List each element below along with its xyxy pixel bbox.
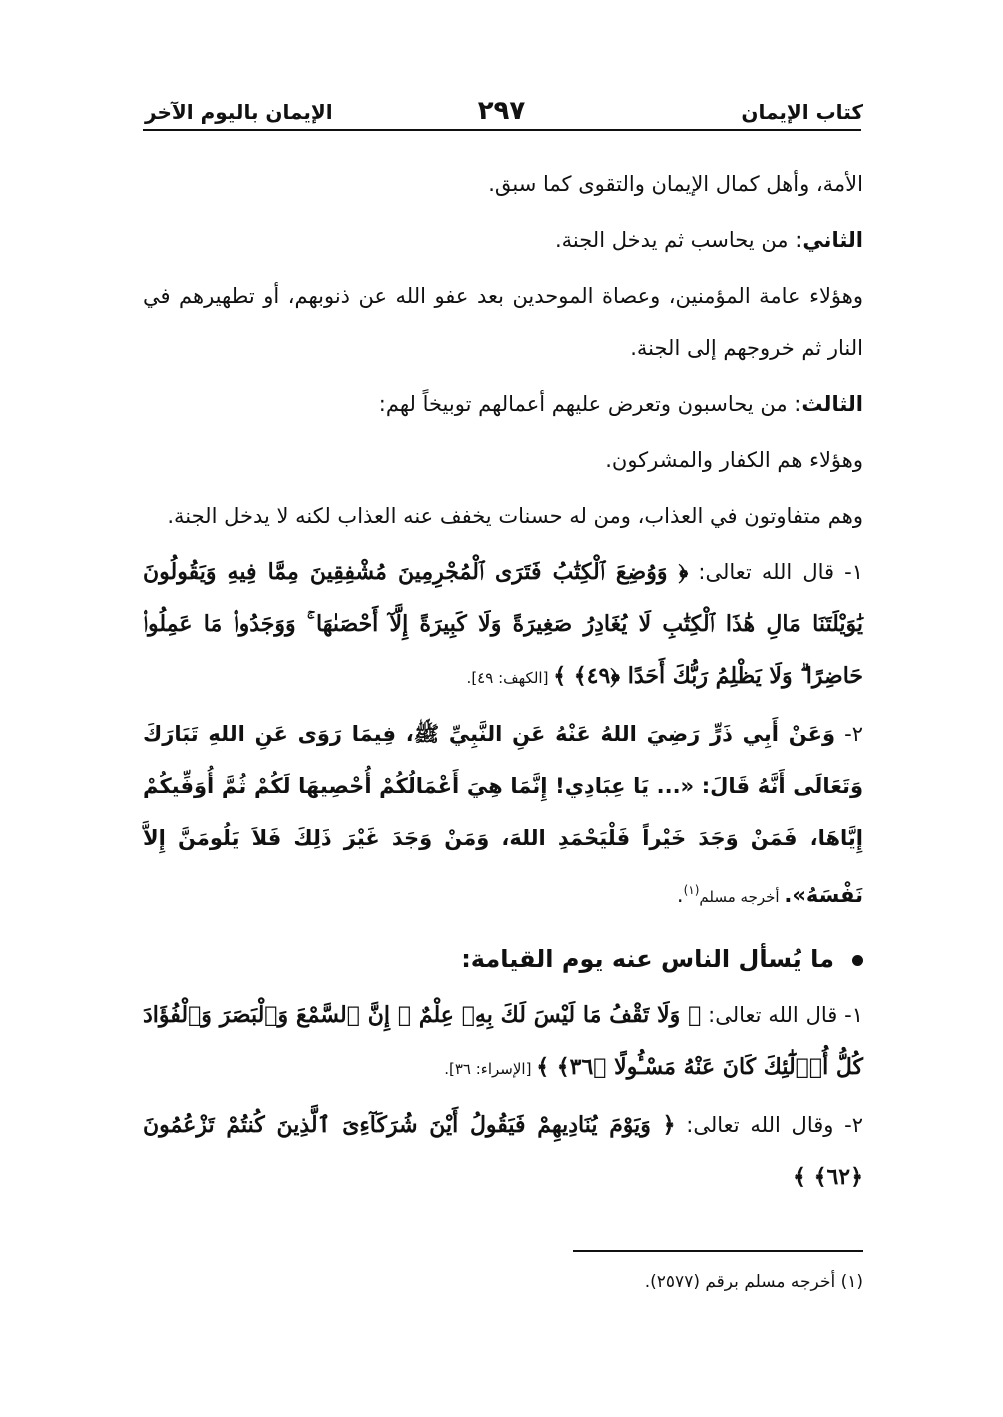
paragraph-third-desc1: وهؤلاء هم الكفار والمشركون.: [605, 448, 863, 472]
header-book-title: كتاب الإيمان: [741, 100, 863, 124]
hadith-text: وَعَنْ أَبِي ذَرٍّ رَضِيَ اللهُ عَنْهُ عَنِ النَّبِيِّ ﷺ، فِيمَا رَوَى عَنِ اللهِ تَبَارَكَ وَتَعَالَى أَنَّهُ قَالَ: «... يَا عِبَادِي! إِنَّمَا هِيَ أَعْمَالُكُمْ أُحْصِيهَا لَكُمْ ثُمَّ أُوَفِّيكُمْ إِيَّاهَا، فَمَنْ وَجَدَ خَيْراً فَلْيَحْمَدِ اللهَ، وَمَنْ وَجَدَ غَيْرَ ذَلِكَ فَلاَ يَلُومَنَّ إِلاَّ نَفْسَهُ».: [143, 722, 863, 907]
second-label: الثاني: [802, 228, 863, 252]
paragraph-third-desc2: وهم متفاوتون في العذاب، ومن له حسنات يخفف عنه العذاب لكنه لا يدخل الجنة.: [167, 504, 863, 528]
quran-verse-qasas: ﴿ وَيَوْمَ يُنَادِيهِمْ فَيَقُولُ أَيْنَ شُرَكَآءِىَ ٱلَّذِينَ كُنتُمْ تَزْعُمُونَ ﴿٦٢﴾ ﴾: [143, 1112, 863, 1190]
bullet-icon: [852, 955, 863, 966]
quran-verse-kahf: ﴿ وَوُضِعَ ٱلْكِتَٰبُ فَتَرَى ٱلْمُجْرِمِينَ مُشْفِقِينَ مِمَّا فِيهِ وَيَقُولُونَ يَٰوَيْلَتَنَا مَالِ هَٰذَا ٱلْكِتَٰبِ لَا يُغَادِرُ صَغِيرَةً وَلَا كَبِيرَةً إِلَّآ أَحْصَىٰهَا ۚ وَوَجَدُوا۟ مَا عَمِلُوا۟ حَاضِرًا ۗ وَلَا يَظْلِمُ رَبُّكَ أَحَدًا ﴿٤٩﴾ ﴾: [143, 559, 863, 689]
third-label: الثالث: [801, 392, 863, 416]
paragraph-intro: الأمة، وأهل كمال الإيمان والتقوى كما سبق.: [488, 172, 863, 196]
hadith-source: أخرجه مسلم: [699, 888, 785, 906]
item3-prefix: ١- قال الله تعالى:: [701, 1003, 863, 1027]
header-chapter-title: الإيمان باليوم الآخر: [145, 100, 333, 124]
item2-prefix: ٢-: [835, 722, 863, 746]
footnote-divider: [573, 1250, 863, 1252]
third-text: : من يحاسبون وتعرض عليهم أعمالهم توبيخاً لهم:: [378, 392, 802, 416]
verse-reference-kahf: [الكهف: ٤٩].: [466, 669, 554, 687]
list-item-verse-isra: [143, 989, 863, 1095]
hadith-end: .: [676, 883, 684, 907]
item4-prefix: ٢- وقال الله تعالى:: [675, 1113, 863, 1137]
section-heading: [143, 931, 863, 987]
page-body: [143, 158, 863, 1207]
header-divider: [143, 129, 861, 131]
list-item-verse-kahf: [143, 546, 863, 704]
paragraph-second-desc: وهؤلاء عامة المؤمنين، وعصاة الموحدين بعد عفو الله عن ذنوبهم، أو تطهيرهم في النار ثم خروجهم إلى الجنة.: [143, 284, 863, 360]
header-page-number: ٢٩٧: [477, 96, 526, 126]
footnote: (١) أخرجه مسلم برقم (٢٥٧٧).: [644, 1272, 863, 1292]
item1-prefix: ١- قال الله تعالى:: [688, 560, 863, 584]
verse-reference-isra: [الإسراء: ٣٦].: [444, 1060, 537, 1078]
paragraph-second: [143, 214, 863, 266]
section-title: ما يُسأل الناس عنه يوم القيامة:: [461, 945, 834, 973]
quran-verse-isra: ﴿ وَلَا تَقْفُ مَا لَيْسَ لَكَ بِهِۦ عِلْمٌ ۚ إِنَّ ٱلسَّمْعَ وَٱلْبَصَرَ وَٱلْفُؤَادَ كُلُّ أُو۟لَٰٓئِكَ كَانَ عَنْهُ مَسْـُٔولًا ﴿٣٦﴾ ﴾: [143, 1002, 863, 1080]
paragraph-third: [143, 378, 863, 430]
list-item-verse-qasas: [143, 1099, 863, 1203]
second-text: : من يحاسب ثم يدخل الجنة.: [554, 228, 803, 252]
list-item-hadith: [143, 708, 863, 923]
footnote-marker[interactable]: (١): [683, 883, 700, 897]
